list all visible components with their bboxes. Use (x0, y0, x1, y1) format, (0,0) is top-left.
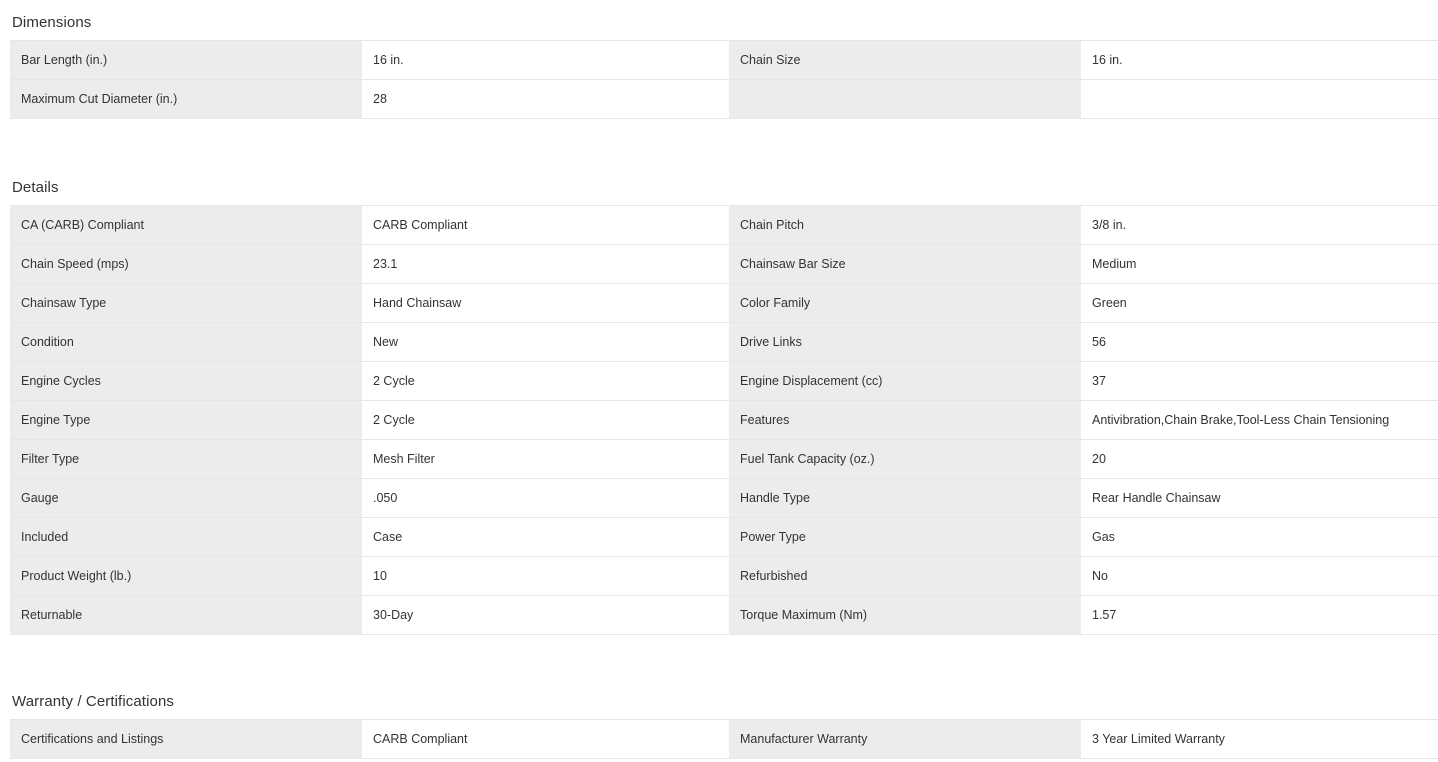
table-row (10, 720, 1438, 759)
section-spacer (10, 119, 1428, 165)
details-table (10, 205, 1438, 635)
spec-value: 3/8 in. (1081, 206, 1438, 245)
spec-value: 2 Cycle (362, 362, 729, 401)
spec-value: New (362, 323, 729, 362)
table-row (10, 401, 1438, 440)
table-row (10, 284, 1438, 323)
spec-value: Antivibration,Chain Brake,Tool-Less Chain Tensioning (1081, 401, 1438, 440)
spec-value: 16 in. (362, 41, 729, 80)
spec-value: Case (362, 518, 729, 557)
table-row (10, 323, 1438, 362)
spec-value: 30-Day (362, 596, 729, 635)
spec-value: 23.1 (362, 245, 729, 284)
spec-value: 28 (362, 80, 729, 119)
warranty-table (10, 719, 1438, 759)
spec-value: Rear Handle Chainsaw (1081, 479, 1438, 518)
spec-label: Handle Type (729, 479, 1081, 518)
dimensions-table (10, 40, 1438, 119)
section-details (10, 165, 1428, 635)
spec-value: 3 Year Limited Warranty (1081, 720, 1438, 759)
spec-label: Condition (10, 323, 362, 362)
spec-label: Chain Size (729, 41, 1081, 80)
table-row (10, 80, 1438, 119)
spec-value: 10 (362, 557, 729, 596)
spec-value: 16 in. (1081, 41, 1438, 80)
spec-value: CARB Compliant (362, 206, 729, 245)
spec-value: 1.57 (1081, 596, 1438, 635)
spec-label: Chainsaw Bar Size (729, 245, 1081, 284)
table-row (10, 41, 1438, 80)
spec-label: Maximum Cut Diameter (in.) (10, 80, 362, 119)
spec-label (729, 80, 1081, 119)
section-spacer (10, 635, 1428, 679)
spec-label: Included (10, 518, 362, 557)
spec-value: No (1081, 557, 1438, 596)
spec-value: 2 Cycle (362, 401, 729, 440)
spec-label: Returnable (10, 596, 362, 635)
spec-label: CA (CARB) Compliant (10, 206, 362, 245)
spec-label: Engine Cycles (10, 362, 362, 401)
spec-label: Manufacturer Warranty (729, 720, 1081, 759)
spec-label: Chain Speed (mps) (10, 245, 362, 284)
table-row (10, 479, 1438, 518)
spec-value: 20 (1081, 440, 1438, 479)
table-row (10, 596, 1438, 635)
table-row (10, 245, 1438, 284)
spec-value: Mesh Filter (362, 440, 729, 479)
spec-label: Engine Displacement (cc) (729, 362, 1081, 401)
table-row (10, 518, 1438, 557)
section-title-dimensions: Dimensions (12, 14, 92, 31)
spec-value: Medium (1081, 245, 1438, 284)
section-warranty-certifications (10, 679, 1428, 759)
spec-value: .050 (362, 479, 729, 518)
spec-label: Torque Maximum (Nm) (729, 596, 1081, 635)
spec-label: Power Type (729, 518, 1081, 557)
table-row (10, 557, 1438, 596)
table-row (10, 206, 1438, 245)
spec-label: Certifications and Listings (10, 720, 362, 759)
spec-label: Gauge (10, 479, 362, 518)
spec-label: Drive Links (729, 323, 1081, 362)
spec-label: Engine Type (10, 401, 362, 440)
spec-value: 56 (1081, 323, 1438, 362)
section-dimensions (10, 0, 1428, 119)
spec-label: Filter Type (10, 440, 362, 479)
spec-value: CARB Compliant (362, 720, 729, 759)
spec-value: Gas (1081, 518, 1438, 557)
spec-value: Hand Chainsaw (362, 284, 729, 323)
spec-label: Features (729, 401, 1081, 440)
spec-label: Color Family (729, 284, 1081, 323)
spec-label: Chain Pitch (729, 206, 1081, 245)
spec-label: Refurbished (729, 557, 1081, 596)
table-row (10, 440, 1438, 479)
spec-value: Green (1081, 284, 1438, 323)
spec-value (1081, 80, 1438, 119)
spec-value: 37 (1081, 362, 1438, 401)
spec-label: Product Weight (lb.) (10, 557, 362, 596)
section-title-warranty: Warranty / Certifications (12, 693, 174, 710)
spec-label: Bar Length (in.) (10, 41, 362, 80)
spec-label: Fuel Tank Capacity (oz.) (729, 440, 1081, 479)
table-row (10, 362, 1438, 401)
section-title-details: Details (12, 179, 59, 196)
spec-label: Chainsaw Type (10, 284, 362, 323)
